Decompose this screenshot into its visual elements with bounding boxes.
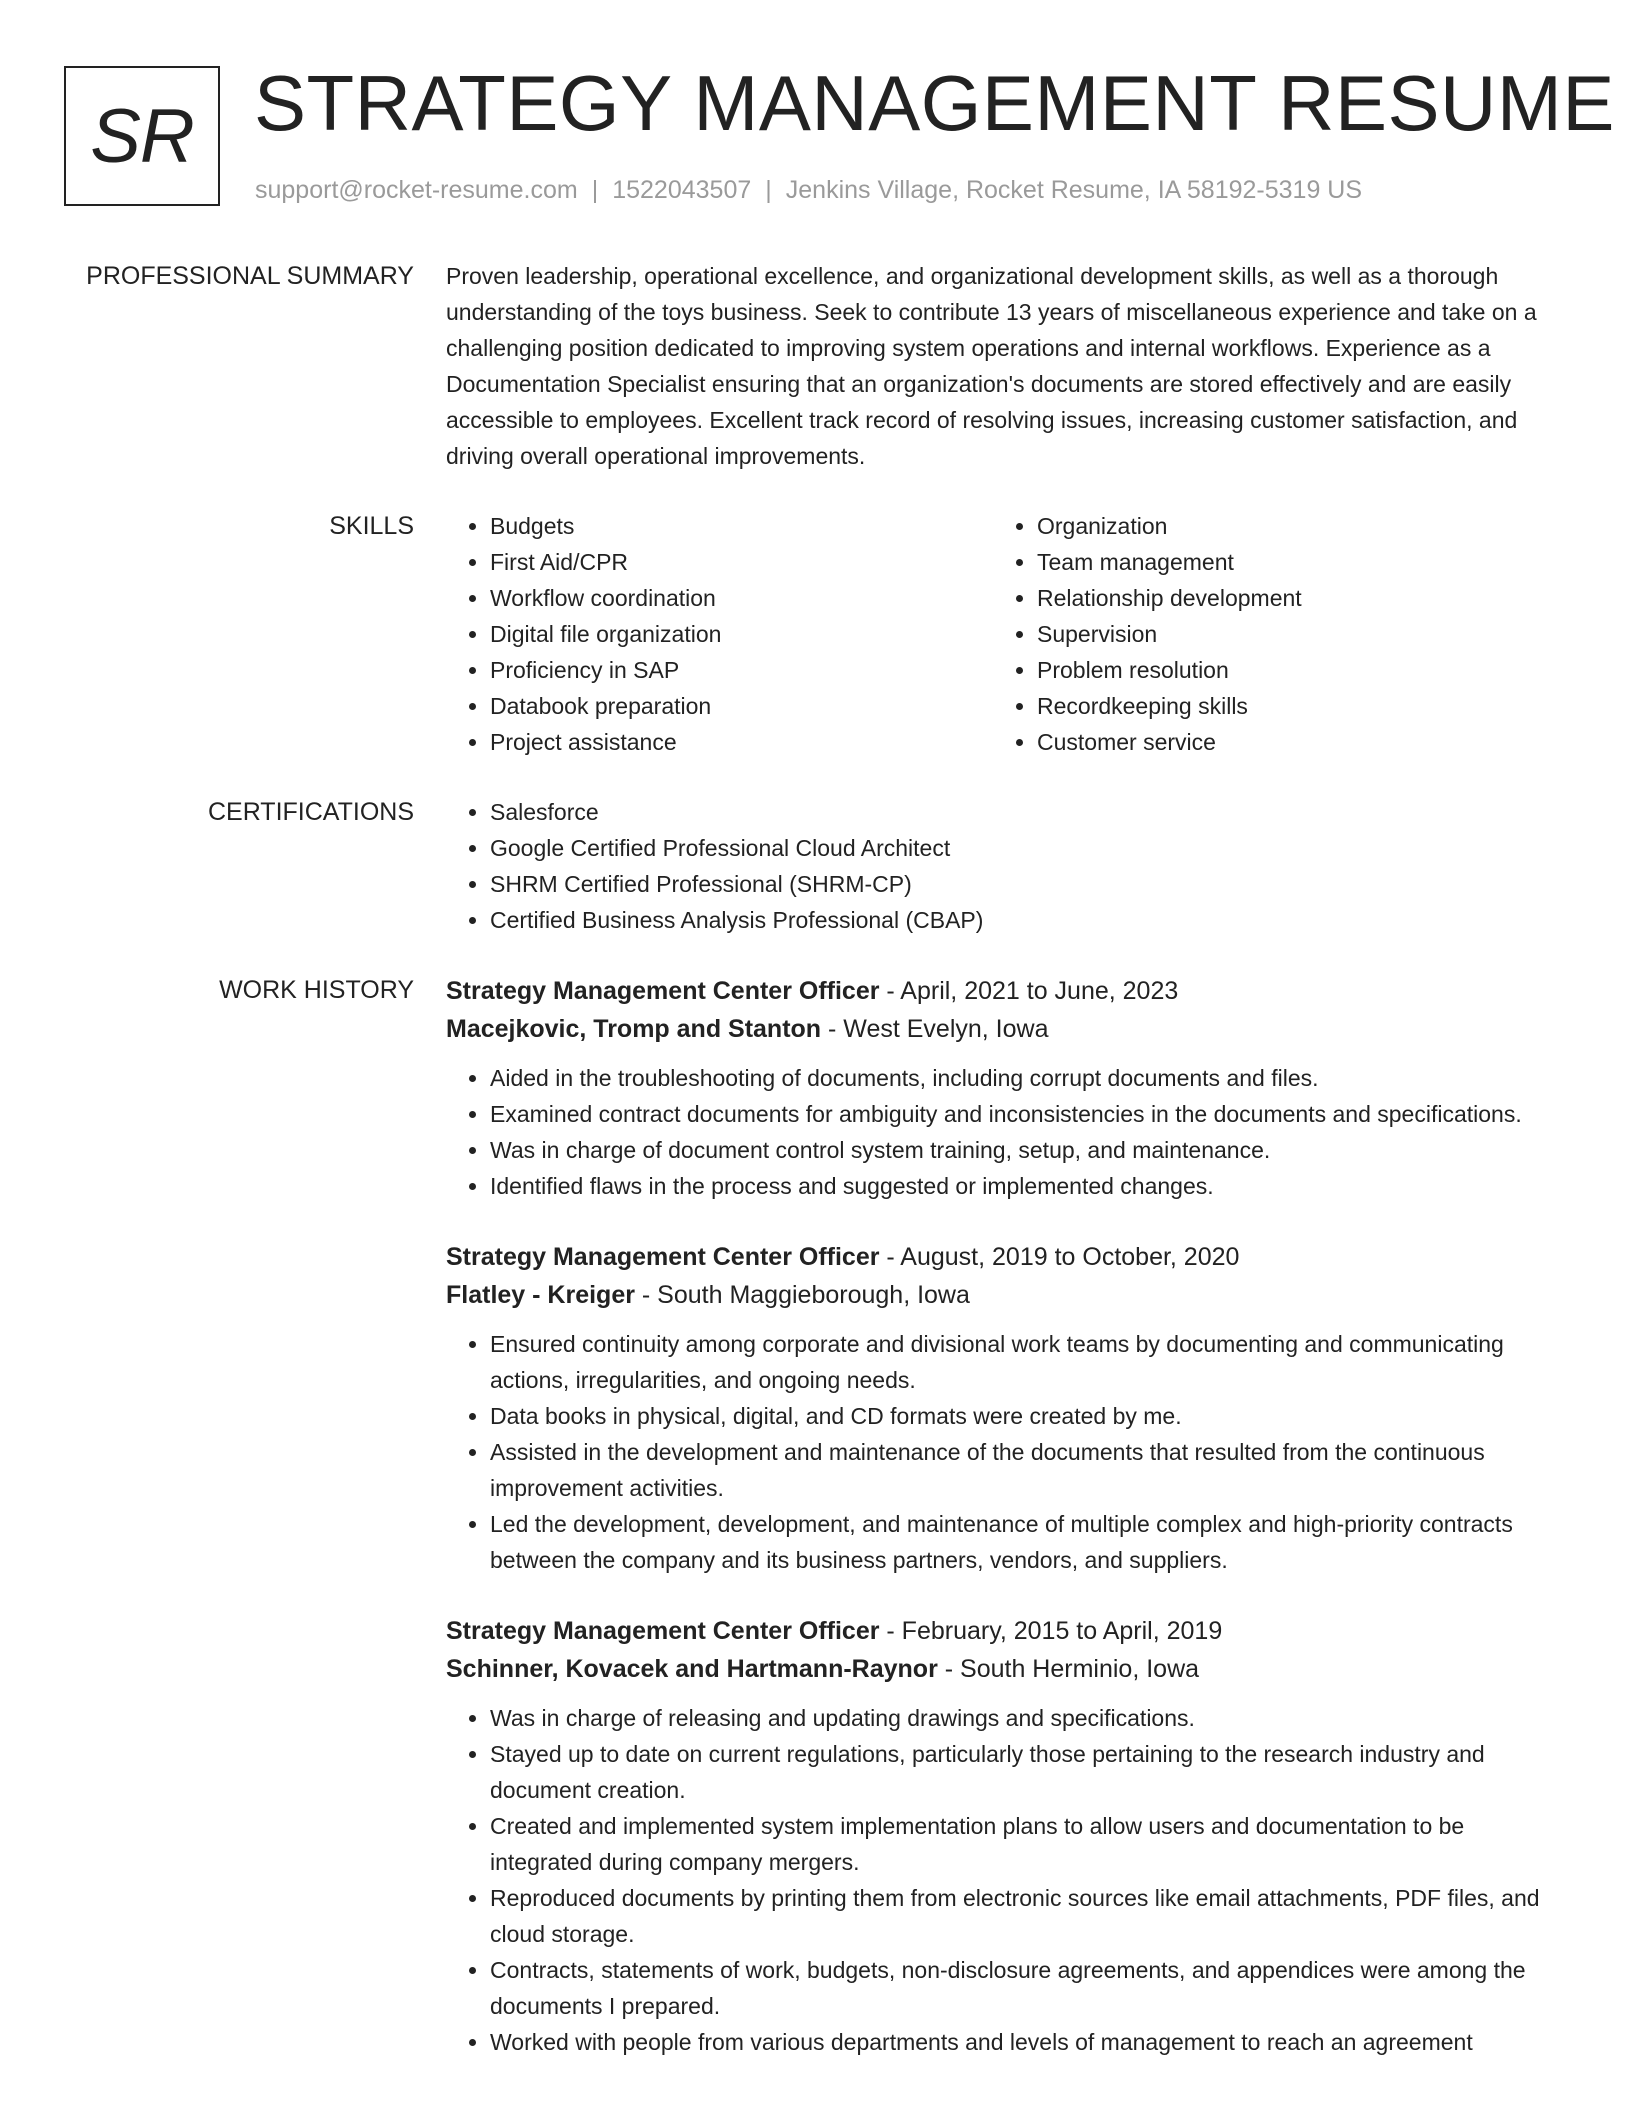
contact-email: support@rocket-resume.com xyxy=(255,176,578,204)
job-bullet: • Aided in the troubleshooting of documents, including corrupt documents and files. xyxy=(490,1060,1556,1096)
contact-separator: | xyxy=(765,176,772,204)
job-bullet: • Examined contract documents for ambiguity and inconsistencies in the documents and specifications. xyxy=(490,1096,1556,1132)
job-bullet: • Created and implemented system implementation plans to allow users and documentation to be integrated during company mergers. xyxy=(490,1808,1556,1880)
skills-section xyxy=(0,508,1632,760)
job-dates: - February, 2015 to April, 2019 xyxy=(879,1617,1223,1645)
skills-body xyxy=(446,508,1556,760)
job-bullet: • Contracts, statements of work, budgets, non-disclosure agreements, and appendices were among the documents I prepared. xyxy=(490,1952,1556,2024)
contact-separator: | xyxy=(591,176,599,204)
skill-item: • Relationship development xyxy=(1037,580,1540,616)
certifications-list xyxy=(446,794,1556,938)
certification-item: • Google Certified Professional Cloud Architect xyxy=(490,830,1556,866)
job-bullet: • Ensured continuity among corporate and divisional work teams by documenting and communicating actions, irregularities, and ongoing needs. xyxy=(490,1326,1556,1398)
job-company: Schinner, Kovacek and Hartmann-Raynor xyxy=(446,1655,938,1683)
job-title-line xyxy=(446,1238,1556,1276)
job-entry xyxy=(446,972,1556,1204)
job-bullet: • Worked with people from various departments and levels of management to reach an agreement xyxy=(490,2024,1556,2060)
job-bullets xyxy=(446,1326,1556,1578)
job-title: Strategy Management Center Officer xyxy=(446,977,880,1005)
job-bullets xyxy=(446,1060,1556,1204)
skills-heading: SKILLS xyxy=(329,512,414,540)
resume-body xyxy=(0,258,1632,2128)
skills-list-right xyxy=(993,508,1540,760)
summary-text: Proven leadership, operational excellence, and organizational development skills, as well as a thorough understanding of the toys business. Seek to contribute 13 years of miscellaneous experience and take on a challenging position dedicated to improving system operations and internal workflows. Experience as a Documentation Specialist ensuring that an organization's documents are stored effectively and are easily accessible to employees. Excellent track record of resolving issues, increasing customer satisfaction, and driving overall operational improvements. xyxy=(446,263,1537,469)
job-bullet: • Assisted in the development and maintenance of the documents that resulted from the continuous improvement activities. xyxy=(490,1434,1556,1506)
job-dates: - August, 2019 to October, 2020 xyxy=(879,1243,1240,1271)
job-location: - West Evelyn, Iowa xyxy=(821,1015,1049,1043)
job-entry xyxy=(446,1238,1556,1578)
skill-item: • Team management xyxy=(1037,544,1540,580)
skill-item: • Project assistance xyxy=(490,724,993,760)
skill-item: • Recordkeeping skills xyxy=(1037,688,1540,724)
skills-list-left xyxy=(446,508,993,760)
job-dates: - April, 2021 to June, 2023 xyxy=(879,977,1179,1005)
skill-item: • Workflow coordination xyxy=(490,580,993,616)
job-title: Strategy Management Center Officer xyxy=(446,1617,880,1645)
job-company-line xyxy=(446,1276,1556,1314)
certification-item: • Certified Business Analysis Professional (CBAP) xyxy=(490,902,1556,938)
skill-item: • Budgets xyxy=(490,508,993,544)
job-entry xyxy=(446,1612,1556,2060)
monogram: SR xyxy=(64,66,220,206)
job-bullet: • Identified flaws in the process and suggested or implemented changes. xyxy=(490,1168,1556,1204)
job-bullet: • Was in charge of releasing and updating drawings and specifications. xyxy=(490,1700,1556,1736)
skill-item: • Problem resolution xyxy=(1037,652,1540,688)
job-bullet: • Data books in physical, digital, and CD formats were created by me. xyxy=(490,1398,1556,1434)
work-history-section xyxy=(0,972,1632,2094)
job-company-line xyxy=(446,1650,1556,1688)
job-bullet: • Stayed up to date on current regulations, particularly those pertaining to the research industry and document creation. xyxy=(490,1736,1556,1808)
skills-grid xyxy=(446,508,1556,760)
skill-item: • Digital file organization xyxy=(490,616,993,652)
skill-item: • Supervision xyxy=(1037,616,1540,652)
job-title: Strategy Management Center Officer xyxy=(446,1243,880,1271)
contact-line xyxy=(255,176,1362,205)
contact-address: Jenkins Village, Rocket Resume, IA 58192-5319 US xyxy=(785,176,1363,204)
job-bullet: • Was in charge of document control system training, setup, and maintenance. xyxy=(490,1132,1556,1168)
skill-item: • Proficiency in SAP xyxy=(490,652,993,688)
work-history-heading: WORK HISTORY xyxy=(219,976,414,1004)
work-history-body xyxy=(446,972,1556,2094)
job-company: Macejkovic, Tromp and Stanton xyxy=(446,1015,822,1043)
job-company: Flatley - Kreiger xyxy=(446,1281,635,1309)
certifications-section xyxy=(0,794,1632,938)
job-company-line xyxy=(446,1010,1556,1048)
skill-item: • Organization xyxy=(1037,508,1540,544)
skill-item: • Customer service xyxy=(1037,724,1540,760)
job-bullets xyxy=(446,1700,1556,2060)
certification-item: • SHRM Certified Professional (SHRM-CP) xyxy=(490,866,1556,902)
summary-section xyxy=(0,258,1632,474)
summary-body xyxy=(446,258,1556,474)
contact-phone: 1522043507 xyxy=(612,176,752,204)
job-location: - South Herminio, Iowa xyxy=(937,1655,1200,1683)
skill-item: • First Aid/CPR xyxy=(490,544,993,580)
certifications-heading: CERTIFICATIONS xyxy=(207,798,414,826)
job-title-line xyxy=(446,972,1556,1010)
certifications-body xyxy=(446,794,1556,938)
job-title-line xyxy=(446,1612,1556,1650)
certification-item: • Salesforce xyxy=(490,794,1556,830)
summary-heading: PROFESSIONAL SUMMARY xyxy=(86,262,414,290)
skill-item: • Databook preparation xyxy=(490,688,993,724)
job-location: - South Maggieborough, Iowa xyxy=(634,1281,970,1309)
job-bullet: • Led the development, development, and maintenance of multiple complex and high-priority contracts between the company and its business partners, vendors, and suppliers. xyxy=(490,1506,1556,1578)
resume-title: STRATEGY MANAGEMENT RESUME xyxy=(254,59,1615,147)
job-bullet: • Reproduced documents by printing them from electronic sources like email attachments, PDF files, and cloud storage. xyxy=(490,1880,1556,1952)
